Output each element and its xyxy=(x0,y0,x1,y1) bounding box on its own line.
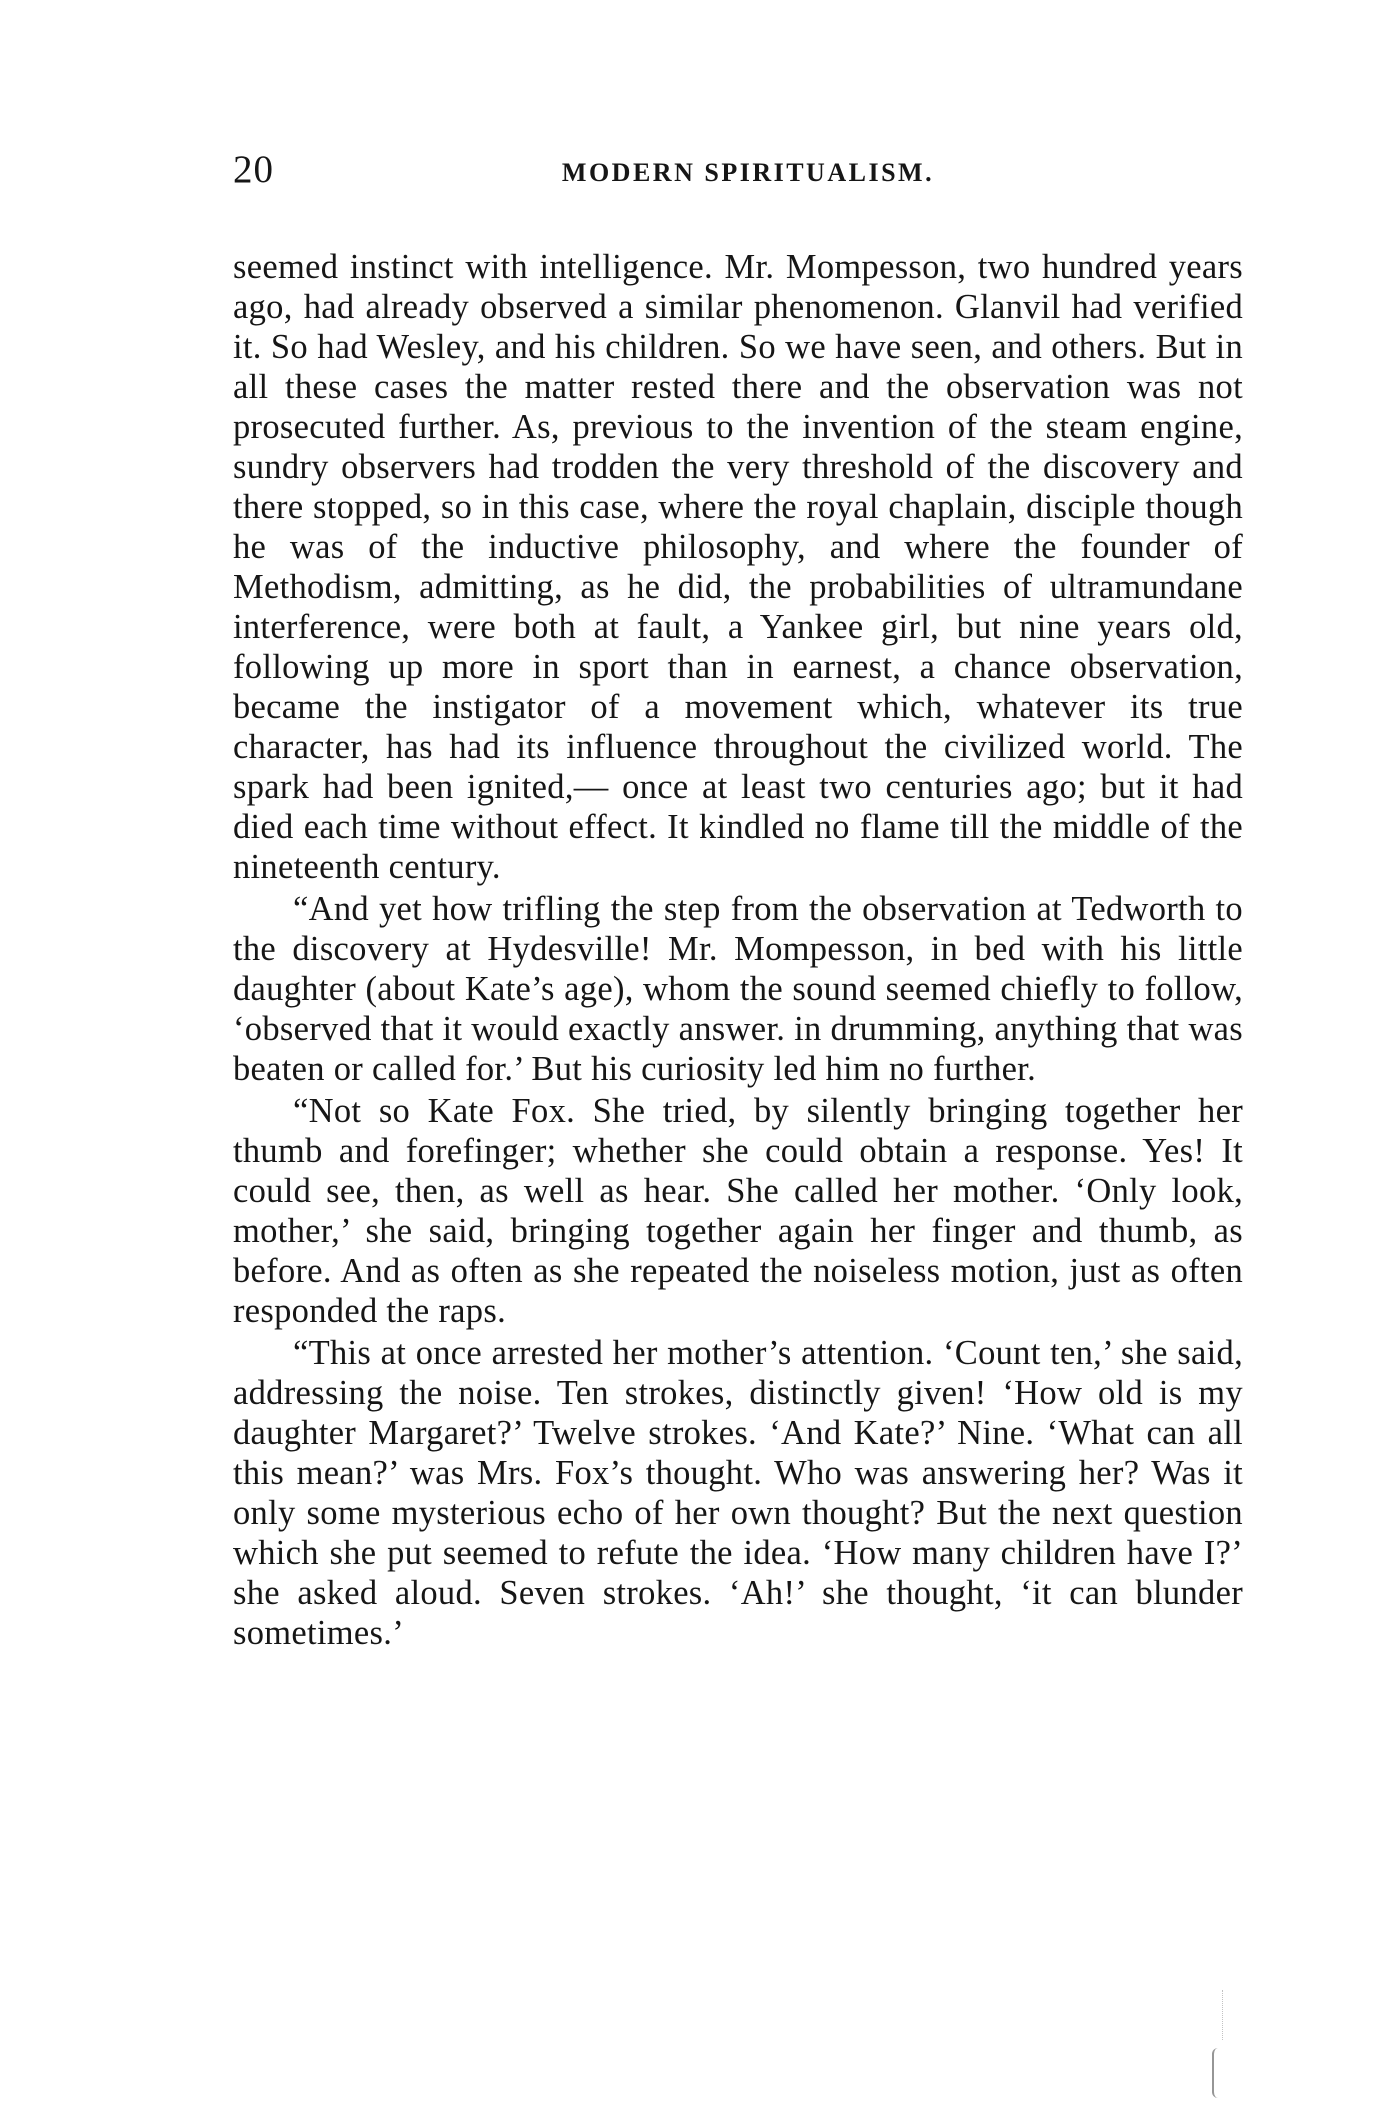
page-edge-mark xyxy=(1212,2048,1222,2098)
body-text xyxy=(233,247,1243,1653)
paragraph-4: “This at once arrested her mother’s attention. ‘Count ten,’ she said, addressing the noise. Ten strokes, distinctly given! ‘How old is my daughter Margaret?’ Twelve strokes. ‘And Kate?’ Nine. ‘What can all this mean?’ was Mrs. Fox’s thought. Who was answering her? Was it only some mysterious echo of her own thought? But the next question which she put seemed to refute the idea. ‘How many children have I?’ she asked aloud. Seven strokes. ‘Ah!’ she thought, ‘it can blunder sometimes.’ xyxy=(233,1334,1243,1652)
paragraph-1: seemed instinct with intelligence. Mr. Mompesson, two hundred years ago, had already observed a similar phenomenon. Glanvil had verified it. So had Wesley, and his children. So we have seen, and others. But in all these cases the matter rested there and the observation was not prosecuted further. As, previous to the invention of the steam engine, sundry observers had trodden the very threshold of the discovery and there stopped, so in this case, where the royal chaplain, disciple though he was of the inductive philosophy, and where the founder of Methodism, admitting, as he did, the probabilities of ultramundane interference, were both at fault, a Yankee girl, but nine years old, following up more in sport than in earnest, a chance observation, became the instigator of a movement which, whatever its true character, has had its influence throughout the civilized world. The spark had been ignited,— once at least two centuries ago; but it had died each time without effect. It kindled no flame till the middle of the nineteenth century. xyxy=(233,248,1243,886)
page-edge-speckle xyxy=(1222,1990,1225,2040)
paragraph-3: “Not so Kate Fox. She tried, by silently bringing together her thumb and forefinger; whether she could obtain a response. Yes! It could see, then, as well as hear. She called her mother. ‘Only look, mother,’ she said, bringing together again her finger and thumb, as before. And as often as she repeated the noiseless motion, just as often responded the raps. xyxy=(233,1092,1243,1330)
paragraph-2: “And yet how trifling the step from the observation at Tedworth to the discovery at Hydesville! Mr. Mompesson, in bed with his little daughter (about Kate’s age), whom the sound seemed chiefly to follow, ‘observed that it would exactly answer. in drumming, anything that was beaten or called for.’ But his curiosity led him no further. xyxy=(233,890,1243,1088)
page-header xyxy=(233,148,1243,208)
page-number: 20 xyxy=(233,148,274,191)
running-head: MODERN SPIRITUALISM. xyxy=(561,158,935,187)
